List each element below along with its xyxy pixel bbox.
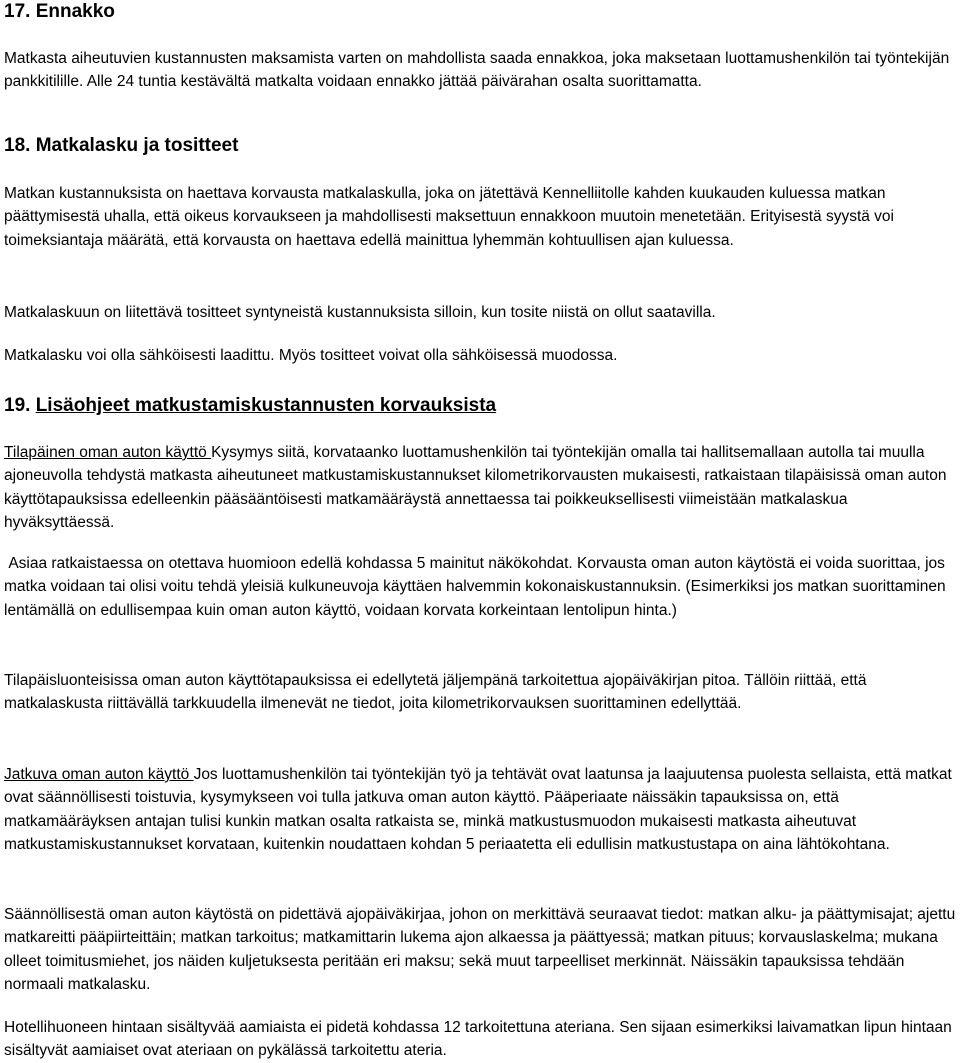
section-18-paragraph-2: Matkalaskuun on liitettävä tositteet syntyneistä kustannuksista silloin, kun tosite niistä on ollut saatavilla. xyxy=(4,304,716,321)
section-19-paragraph-3: Tilapäisluonteisissa oman auton käyttötapauksissa ei edellytetä jäljempänä tarkoitettua ajopäiväkirjan pitoa. Tällöin riittää, että matkalaskusta riittävällä tarkkuudella ilmenevät ne tiedot, joita kilometrikorvauksen suorittaminen edellyttää. xyxy=(4,672,867,713)
section-19-heading xyxy=(4,394,496,418)
section-18-paragraph-1: Matkan kustannuksista on haettava korvausta matkalaskulla, joka on jätettävä Kennelliitolle kahden kuukauden kuluessa matkan päättymisestä uhalla, että oikeus korvaukseen ja mahdollisesti maksettuun ennakkoon muutoin menetetään. Erityisestä syystä voi toimeksiantaja määrätä, että korvausta on haettava edellä mainittua lyhemmän kohtuullisen ajan kuluessa. xyxy=(4,185,895,249)
section-19-paragraph-5: Säännöllisestä oman auton käytöstä on pidettävä ajopäiväkirjaa, johon on merkittävä seuraavat tiedot: matkan alku- ja päättymisajat; ajettu matkareitti pääpiirteittäin; matkan tarkoitus; matkamittarin lukema ajon alkaessa ja päättyessä; matkan pituus; korvauslaskelma; mukana olleet toimitusmiehet, jos näiden kuljetuksesta peritään eri maksu; sekä muut tarpeelliset merkinnät. Näissäkin tapauksissa tehdään normaali matkalasku. xyxy=(4,906,956,994)
continuous-car-use-body: Jos luottamushenkilön tai työntekijän työ ja tehtävät ovat laatunsa ja laajuutensa puolesta sellaista, että matkat ovat säännöllisesti toistuvia, kysymykseen voi tulla jatkuva oman auton käyttö. Pääperiaate näissäkin tapauksissa on, että matkamääräyksen antajan tulisi kunkin matkan osalta ratkaista se, minkä matkustusmuodon mukaisesti matkasta aiheutuvat matkustamiskustannukset korvataan, kuitenkin noudattaen kohdan 5 periaatetta eli edullisin matkustustapa on aina lähtökohtana. xyxy=(4,766,952,854)
continuous-car-use-lead: Jatkuva oman auton käyttö xyxy=(4,766,194,783)
section-19-paragraph-4 xyxy=(4,763,956,857)
temporary-car-use-lead: Tilapäinen oman auton käyttö xyxy=(4,444,212,461)
section-18-heading: 18. Matkalasku ja tositteet xyxy=(4,135,239,156)
section-19-paragraph-2: Asiaa ratkaistaessa on otettava huomioon edellä kohdassa 5 mainitut näkökohdat. Korvausta oman auton käytöstä ei voida suorittaa, jos matka voidaan tai olisi voitu tehdä yleisiä kulkuneuvoja käyttäen halvemmin kokonaiskustannuksin. (Esimerkiksi jos matkan suorittaminen lentämällä on edullisempaa kuin oman auton käyttö, voidaan korvata korkeintaan lentolipun hinta.) xyxy=(4,555,950,619)
section-17-heading: 17. Ennakko xyxy=(4,1,115,22)
section-19-paragraph-1 xyxy=(4,441,956,535)
section-17-paragraph: Matkasta aiheutuvien kustannusten maksamista varten on mahdollista saada ennakkoa, joka maksetaan luottamushenkilön tai työntekijän pankkitilille. Alle 24 tuntia kestävältä matkalta voidaan ennakko jättää päivärahan osalta suorittamatta. xyxy=(4,50,950,91)
section-19-title: Lisäohjeet matkustamiskustannusten korvauksista xyxy=(35,395,497,416)
temporary-car-use-body: Kysymys siitä, korvataanko luottamushenkilön tai työntekijän omalla tai hallitsemallaan autolla tai muulla ajoneuvolla tehdystä matkasta aiheutuneet matkustamiskustannukset kilometrikorvausten mukaisesti, ratkaistaan tilapäisissä oman auton käyttötapauksissa edelleenkin pääsääntöisesti matkamääräystä annettaessa tai poikkeuksellisesti viimeistään matkalaskua hyväksyttäessä. xyxy=(4,444,947,532)
section-19-paragraph-6: Hotellihuoneen hintaan sisältyvää aamiaista ei pidetä kohdassa 12 tarkoitettuna ateriana. Sen sijaan esimerkiksi laivamatkan lipun hintaan sisältyvät aamiaiset ovat ateriaan on pykälässä tarkoitettu ateria. xyxy=(4,1019,952,1060)
section-19-number: 19. xyxy=(4,395,36,416)
section-18-paragraph-3: Matkalasku voi olla sähköisesti laadittu. Myös tositteet voivat olla sähköisessä muodossa. xyxy=(4,347,618,364)
